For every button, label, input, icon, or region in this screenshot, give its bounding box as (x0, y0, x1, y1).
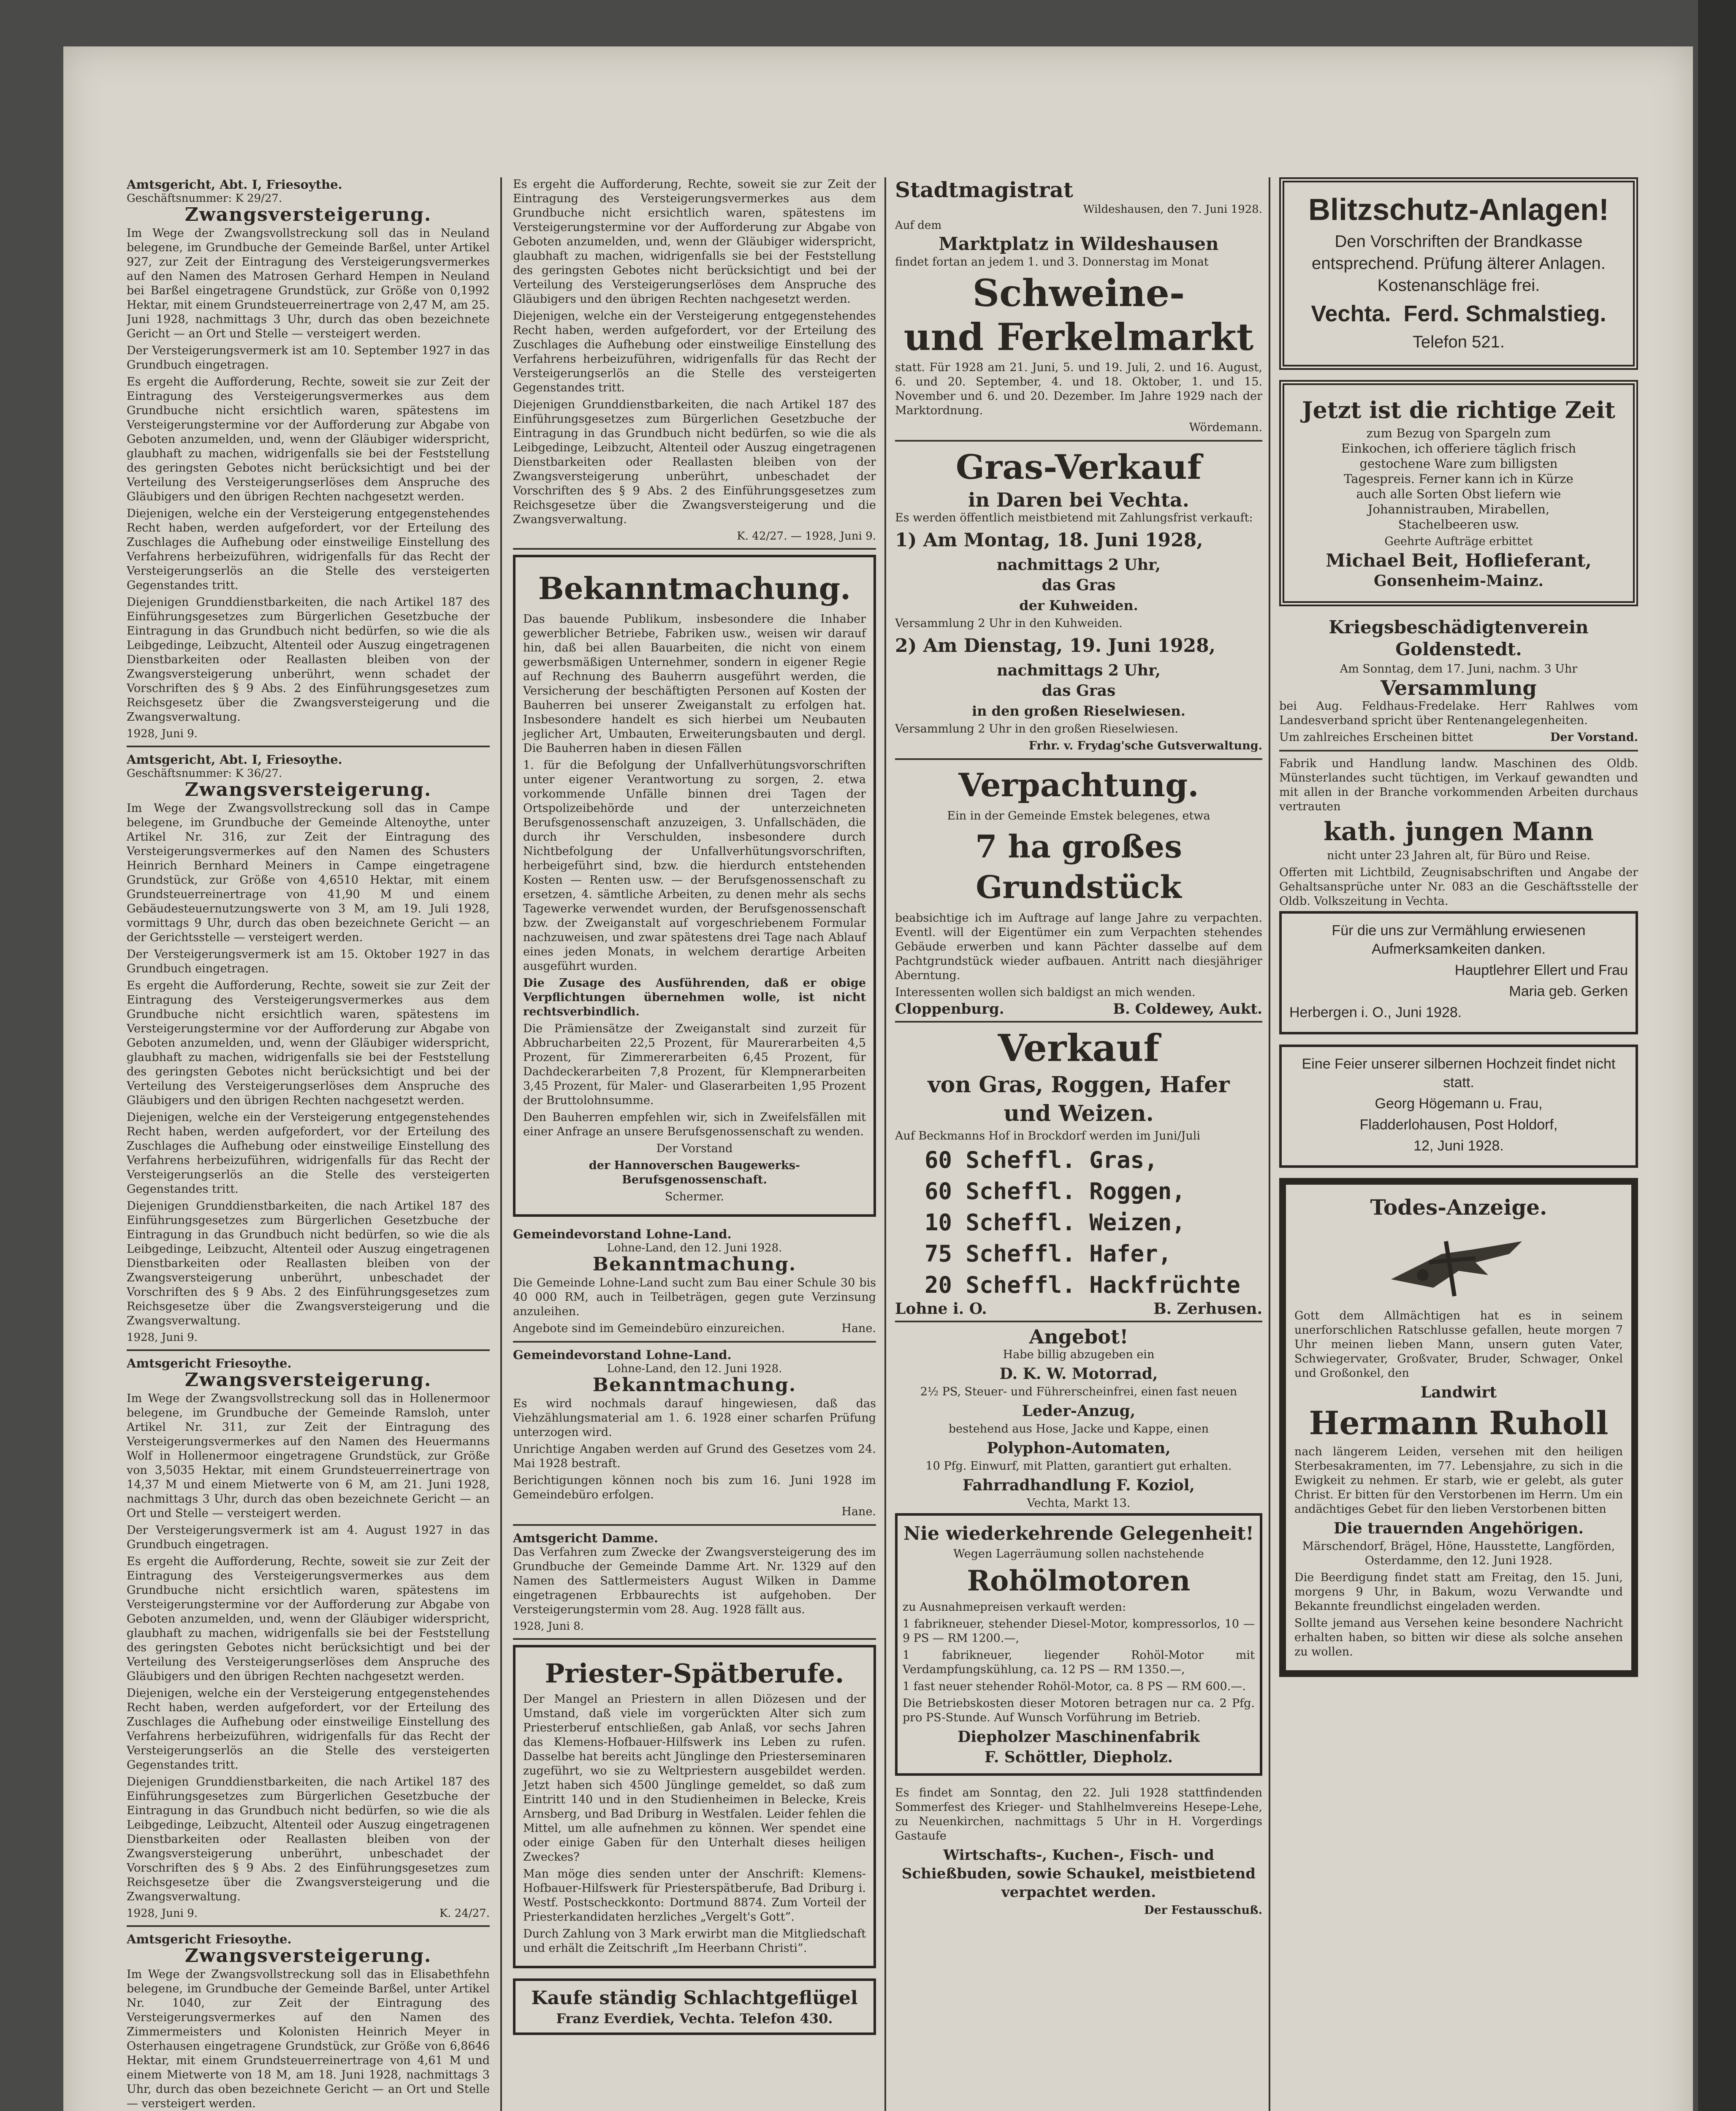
notice-date: Am Sonntag, dem 17. Juni, nachm. 3 Uhr (1340, 662, 1578, 676)
notice-text: Diejenigen, welche ein der Versteigerung entgegenstehendes Recht haben, werden aufgefordert, vor der Erteilung des Zuschlages die Aufhebung oder einstweilige Einstellung des Verfahrens herbeizuführen, widrigenfalls für das Recht der Versteigerungserlös an die Stelle des versteigerten Gegenstandes tritt. (127, 1687, 490, 1772)
notice-text: Diejenigen, welche ein der Versteigerung entgegenstehendes Recht haben, werden aufgefordert, vor der Erteilung des Zuschlages die Aufhebung oder einstweilige Einstellung des Verfahrens herbeizuführen, widrigenfalls für das Recht der Versteigerungserlös an die Stelle des versteigerten Gegenstandes tritt. (127, 1111, 490, 1196)
signature: Hane. (841, 1505, 876, 1518)
notice-lohne-1 (513, 1227, 876, 1336)
ad-text: Habe billig abzugeben ein (1003, 1348, 1155, 1361)
notice-date: Lohne-Land, den 12. Juni 1928. (607, 1362, 782, 1375)
divider (127, 746, 490, 747)
signature: B. Coldewey, Aukt. (1113, 1001, 1262, 1018)
notice-text: Den Bauherren empfehlen wir, sich in Zweifelsfällen mit einer Anfrage an unsere Berufsgenossenschaft zu wenden. (523, 1111, 866, 1138)
market-place: Marktplatz in Wildeshausen (939, 233, 1219, 254)
divider (513, 1341, 876, 1343)
notice-auction-1 (127, 177, 490, 741)
notice-text: Gott dem Allmächtigen hat es in seinem unerforschlichen Ratschlusse gefallen, heute morgen 7 Uhr meinen lieben Mann, unsern guten Vater, Schwiegervater, Großvater, Bruder, Schwager, Onkel und Großonkel, den (1294, 1309, 1623, 1380)
ad-sommerfest (895, 1786, 1262, 1918)
signature: F. Schöttler, Diepholz. (984, 1748, 1173, 1766)
divider (1279, 750, 1638, 752)
ad-text: Fabrik und Handlung landw. Maschinen des Oldb. Münsterlandes sucht tüchtigen, im Verkauf gewandten und mit allen in der Branche vorkommenden Arbeiten durchaus vertrauten (1279, 757, 1638, 813)
column-rule (500, 177, 502, 2111)
signature: Maria geb. Gerken (1509, 983, 1628, 999)
ad-text: bestehend aus Hose, Jacke und Kappe, einen (948, 1422, 1209, 1435)
notice-text: Es ergeht die Aufforderung, Rechte, soweit sie zur Zeit der Eintragung des Versteigerungsvermerkes aus dem Grundbuche nicht ersichtlich waren, spätestens im Versteigerungstermine vor der Aufforderung zur Abgabe von Geboten anzumelden, und, wenn der Gläubiger widerspricht, glaubhaft zu machen, widrigenfalls sie bei der Feststellung des geringsten Gebotes nicht berücksichtigt und bei der Verteilung des Versteigerungserlöses dem Anspruche des Gläubigers und den übrigen Rechten nachgesetzt werden. (513, 178, 876, 306)
notice-text: Durch Zahlung von 3 Mark erwirbt man die Mitgliedschaft und erhält die Zeitschrift „Im Heerbann Christi”. (523, 1927, 866, 1955)
scan-edge (1698, 0, 1736, 2111)
ad-item: 20 Scheffl. Hackfrüchte (925, 1272, 1240, 1298)
column-4 (1279, 177, 1638, 1677)
notice-text: Berichtigungen können noch bis zum 16. Juni 1928 im Gemeindebüro erfolgen. (513, 1474, 876, 1501)
ad-location: der Kuhweiden. (1019, 597, 1138, 613)
signature: Michael Beit, Hoflieferant, (1326, 550, 1592, 571)
ad-text: Die Betriebskosten dieser Motoren betragen nur ca. 2 Pfg. pro PS-Stunde. Auf Wunsch Vorführung im Betrieb. (903, 1697, 1255, 1724)
ad-blitzschutz (1279, 177, 1638, 370)
ad-title: Nie wiederkehrende Gelegenheit! (903, 1523, 1254, 1544)
ad-headline: Rohölmotoren (967, 1564, 1191, 1597)
signature: Frhr. v. Frydag'sche Gutsverwaltung. (1028, 739, 1262, 752)
ad-text: Versammlung 2 Uhr in den großen Rieselwiesen. (895, 722, 1178, 735)
ad-item: 1 fabrikneuer, stehender Diesel-Motor, kompressorlos, 10 — 9 PS — RM 1200.—, (903, 1617, 1255, 1645)
notice-danksagung (1279, 911, 1638, 1034)
notice-text: Diejenigen Grunddienstbarkeiten, die nach Artikel 187 des Einführungsgesetzes zum Bürgerlichen Gesetzbuche der Eintragung in das Grundbuch nicht bedürfen, so wie die als Leibgedinge, Leibzucht, Altenteil oder Auszug eingetragenen Dienstbarkeiten oder Reallasten bleiben von der Zwangsversteigerung unberührt, unbeschadet der Vorschriften des § 9 Abs. 2 des Einführungsgesetzes zum Reichsgesetze über die Zwangsversteigerung und die Zwangsverwaltung. (127, 1199, 490, 1327)
signature: Die trauernden Angehörigen. (1333, 1519, 1584, 1537)
ad-verpachtung (895, 765, 1262, 1016)
ad-text: Ein in der Gemeinde Emstek belegenes, etwa (947, 809, 1210, 822)
notice-damme (513, 1531, 876, 1633)
signature: Schermer. (665, 1190, 724, 1203)
notice-text (513, 1321, 876, 1336)
ad-phone: Telefon 521. (1413, 333, 1505, 351)
ad-headline: kath. jungen Mann (1324, 817, 1594, 847)
case-number: K. 42/27. — 1928, Juni 9. (737, 530, 876, 543)
ad-headline: 7 ha großes Grundstück (975, 829, 1182, 906)
notice-date: Wildeshausen, den 7. Juni 1928. (1083, 203, 1262, 216)
notice-title: Bekanntmachung. (538, 570, 851, 606)
column-rule (884, 177, 886, 2111)
notice-text: Diejenigen Grunddienstbarkeiten, die nach Artikel 187 des Einführungsgesetzes zum Bürgerlichen Gesetzbuche der Eintragung in das Grundbuch nicht bedürfen, so wie die als Leibgedinge, Leibzucht, Altenteil oder Auszug eingetragenen Dienstbarkeiten oder Reallasten bleiben von der Zwangsversteigerung unberührt, unbeschadet der Vorschriften des § 9 Abs. 2 des Einführungsgesetzes zum Reichsgesetze über die Zwangsversteigerung und die Zwangsverwaltung. (513, 398, 876, 526)
notice-date: Lohne-Land, den 12. Juni 1928. (607, 1242, 782, 1254)
ad-item: das Gras (1042, 576, 1116, 594)
ad-place: Vechta. (1311, 301, 1391, 326)
notice-title: Bekanntmachung. (592, 1374, 797, 1396)
notice-date: 1928, Juni 8. (513, 1620, 584, 1633)
signature-places: Märschendorf, Brägel, Höne, Hausstette, Langförden, Osterdamme, den 12. Juni 1928. (1302, 1540, 1615, 1567)
notice-date (127, 1907, 490, 1920)
notice-priester (513, 1645, 876, 1968)
notice-silberhochzeit (1279, 1045, 1638, 1168)
notice-text: Diejenigen Grunddienstbarkeiten, die nach Artikel 187 des Einführungsgesetzes zum Bürgerlichen Gesetzbuche der Eintragung in das Grundbuch nicht bedürfen, so wie die als Leibgedinge, Leibzucht, Altenteil oder Auszug eingetragenen Dienstbarkeiten oder Reallasten bleiben von der Zwangsversteigerung unberührt, unbeschadet der Vorschriften des § 9 Abs. 2 des Einführungsgesetzes zum Reichsgesetze über die Zwangsversteigerung und die Zwangsverwaltung. (127, 1775, 490, 1903)
market-title: und Ferkelmarkt (903, 315, 1254, 359)
ad-sign-line (1294, 299, 1624, 328)
ad-text: Interessenten wollen sich baldigst an mich wenden. (895, 986, 1196, 999)
notice-text: Es wird nochmals darauf hingewiesen, daß das Viehzählungsmaterial am 1. 6. 1928 einer scharfen Prüfung unterzogen wird. (513, 1397, 876, 1439)
notice-auction-3 (127, 1356, 490, 1920)
notice-text: Diejenigen, welche ein der Versteigerung entgegenstehendes Recht haben, werden aufgefordert, vor der Erteilung des Zuschlages die Aufhebung oder einstweilige Einstellung des Verfahrens herbeizuführen, widrigenfalls für das Recht der Versteigerungserlös an die Stelle des versteigerten Gegenstandes tritt. (127, 507, 490, 592)
court-name: Amtsgericht Friesoythe. (127, 1356, 292, 1370)
signature: Wördemann. (1189, 421, 1262, 434)
signature: Fahrradhandlung F. Koziol, (963, 1476, 1195, 1494)
notice-text: Diejenigen, welche ein der Versteigerung entgegenstehendes Recht haben, werden aufgefordert, vor der Erteilung des Zuschlages die Aufhebung oder einstweilige Einstellung des Verfahrens herbeizuführen, widrigenfalls für das Recht der Versteigerungserlös an die Stelle des versteigerten Gegenstandes tritt. (513, 309, 876, 394)
ad-item: 10 Scheffl. Weizen, (925, 1209, 1185, 1236)
notice-text: Im Wege der Zwangsvollstreckung soll das in Neuland belegene, im Grundbuche der Gemeinde Barßel, unter Artikel 927, zur Zeit der Eintragung des Versteigerungsvermerkes auf den Namen des Matrosen Gerhard Hempen in Neuland bei Barßel eingetragene Grundstück, zur Größe von 0,1992 Hektar, mit einem Grundsteuerreinertrage von 2,47 M, am 25. Juni 1928, nachmittags 3 Uhr, durch das oben bezeichnete Gericht — an Ort und Stelle — versteigert werden. (127, 227, 490, 340)
ad-schlachtgefluegel (513, 1978, 876, 2035)
court-name: Amtsgericht Friesoythe. (127, 1932, 292, 1946)
notice-text: Der Versteigerungsvermerk ist am 4. August 1927 in das Grundbuch eingetragen. (127, 1524, 490, 1551)
notice-text: Der Mangel an Priestern in allen Diözesen und der Umstand, daß viele im vorgerückten Alter sich zum Priesterberuf entschließen, gab Anlaß, vor sechs Jahren das Klemens-Hofbauer-Hilfswerk ins Leben zu rufen. Dasselbe hat bereits acht Jünglinge den Priesterseminaren zugeführt, wo sie zu Weltpriestern ausgebildet werden. Jetzt haben sich 4500 Jünglinge gemeldet, so daß zum Eintritt 140 und in den Studienheimen in Belecke, Kreis Arnsberg, und Bad Driburg in Westfalen. Leider fehlen die Mittel, um alle aufnehmen zu können. Wer spendet eine oder einige Gaben für den Unterhalt dieses heiligen Zweckes? (523, 1693, 866, 1864)
notice-auction-continued (513, 177, 876, 543)
ad-sign-line (895, 1302, 1262, 1316)
notice-text: Es ergeht die Aufforderung, Rechte, soweit sie zur Zeit der Eintragung des Versteigerungsvermerkes aus dem Grundbuche nicht ersichtlich waren, spätestens im Versteigerungstermine vor der Aufforderung zur Abgabe von Geboten anzumelden, und, wenn der Gläubiger widerspricht, glaubhaft zu machen, widrigenfalls sie bei der Feststellung des geringsten Gebotes nicht berücksichtigt und bei der Verteilung des Versteigerungserlöses dem Anspruche des Gläubigers und den übrigen Rechten nachgesetzt werden. (127, 1555, 490, 1683)
divider (127, 1925, 490, 1927)
ad-sign-line (895, 1002, 1262, 1016)
notice-text-line: Angebote sind im Gemeindebüro einzureichen. (513, 1322, 785, 1335)
deceased-role: Landwirt (1420, 1384, 1497, 1401)
notice-date: 1928, Juni 9. (127, 1331, 198, 1344)
notice-text: Die Zusage des Ausführenden, daß er obige Verpflichtungen übernehmen wolle, ist nicht rechtsverbindlich. (523, 977, 866, 1018)
ad-place: Gonsenheim-Mainz. (1373, 572, 1544, 590)
ad-item: D. K. W. Motorrad, (999, 1365, 1158, 1383)
notice-text: 1. für die Befolgung der Unfallverhütungsvorschriften unter eigener Verantwortung zu sorgen, 2. etwa vorkommende Unfälle binnen drei Tagen der Ortspolizeibehörde und der unterzeichneten Berufsgenossenschaft anzuzeigen, 3. Unfallschäden, die durch ihr Verschulden, insbesondere durch Nichtbefolgung der Unfallverhütungsvorschriften, herbeigeführt sind, bzw. die hierdurch entstehenden Kosten — Renten usw. — der Berufsgenossenschaft zu ersetzen, 4. sämtliche Arbeiten, zu denen mehr als sechs Tagewerke verwendet wurden, der Berufsgenossenschaft bzw. der Zweiganstalt auf vorgeschriebenem Formular nachzuweisen, und zwar spätestens drei Tage nach Ablauf eines jeden Monats, in welchem derartige Arbeiten ausgeführt wurden. (523, 759, 866, 973)
ad-stellenangebot (1279, 757, 1638, 909)
deceased-name: Hermann Ruholl (1309, 1404, 1609, 1442)
ad-item: 60 Scheffl. Roggen, (925, 1178, 1185, 1205)
authority-name: Gemeindevorstand Lohne-Land. (513, 1348, 732, 1362)
notice-text: Diejenigen Grunddienstbarkeiten, die nach Artikel 187 des Einführungsgesetzes zum Bürgerlichen Gesetzbuche der Eintragung in das Grundbuch nicht bedürfen, so wie die als Leibgedinge, Leibzucht, Altenteil oder Auszug eingetragenen Dienstbarkeiten oder Reallasten bleiben von der Zwangsversteigerung unberührt, wenn schadet der Vorschriften des § 9 Abs. 2 des Einführungsgesetzes zum Reichsgesetz über die Zwangsversteigerung und die Zwangsverwaltung. (127, 596, 490, 724)
notice-text: Der Versteigerungsvermerk ist am 10. September 1927 in das Grundbuch eingetragen. (127, 344, 490, 372)
divider (513, 1638, 876, 1640)
notice-text: Es ergeht die Aufforderung, Rechte, soweit sie zur Zeit der Eintragung des Versteigerungsvermerkes aus dem Grundbuche nicht ersichtlich waren, spätestens im Versteigerungstermine vor der Aufforderung zur Abgabe von Geboten anzumelden, und, wenn der Gläubiger widerspricht, glaubhaft zu machen, widrigenfalls sie bei der Feststellung des geringsten Gebotes nicht berücksichtigt und bei der Verteilung des Versteigerungserlöses dem Anspruche des Gläubigers und den übrigen Rechten nachgesetzt werden. (127, 979, 490, 1107)
ad-angebot (895, 1327, 1262, 1511)
ad-headline: Wirtschafts-, Kuchen-, Fisch- und Schießbuden, sowie Schaukel, meistbietend verpachtet werden. (901, 1847, 1256, 1901)
column-rule (1269, 177, 1270, 2111)
case-number: K. 24/27. (439, 1907, 490, 1920)
ad-place: Fladderlohausen, Post Holdorf, (1359, 1117, 1558, 1133)
notice-text: Man möge dies senden unter der Anschrift: Klemens-Hofbauer-Hilfswerk für Priesterspätberufe, Bad Driburg i. Westf. Postscheckkonto: Dortmund 8874. Zum Vorteil der Priesterkandidaten herzliches „Vergelt's Gott”. (523, 1867, 866, 1924)
ad-text: Es werden öffentlich meistbietend mit Zahlungsfrist verkauft: (895, 511, 1253, 524)
notice-auction-4 (127, 1932, 490, 2111)
court-name: Amtsgericht, Abt. I, Friesoythe. (127, 752, 342, 767)
notice-title: Zwangsversteigerung. (184, 204, 432, 225)
divider (513, 1524, 876, 1526)
column-2 (513, 177, 876, 2045)
ad-item: 75 Scheffl. Hafer, (925, 1240, 1172, 1267)
divider (127, 1349, 490, 1351)
notice-text: Eine Feier unserer silbernen Hochzeit findet nicht statt. (1302, 1056, 1616, 1091)
notice-text: Das Verfahren zum Zwecke der Zwangsversteigerung des im Grundbuche der Gemeinde Damme Art. Nr. 1329 auf den Namen des Sattlermeisters August Wilken in Damme eingetragenen Erbbaurechts ist aufgehoben. Der Versteigerungstermin vom 28. Aug. 1928 fällt aus. (513, 1546, 876, 1616)
ad-place: Cloppenburg. (895, 1001, 1004, 1018)
divider (895, 1321, 1262, 1322)
notice-text: Auf dem (895, 219, 942, 232)
ad-text: zum Bezug von Spargeln zum Einkochen, ich offeriere täglich frisch gestochene Ware zum billigsten Tagespreis. Ferner kann ich in Kürze auch alle Sorten Obst liefern wie Johannistrauben, Mirabellen, Stachelbeeren usw. (1341, 426, 1576, 532)
notice-text: Unrichtige Angaben werden auf Grund des Gesetzes vom 24. Mai 1928 bestraft. (513, 1443, 876, 1470)
ad-item: 1 fabrikneuer, liegender Rohöl-Motor mit Verdampfungskühlung, ca. 12 PS — RM 1350.—, (903, 1649, 1255, 1676)
signature: der Hannoverschen Baugewerks-Berufsgenossenschaft. (589, 1159, 800, 1186)
notice-text: Im Wege der Zwangsvollstreckung soll das in Elisabethfehn belegene, im Grundbuche der Gemeinde Barßel, unter Artikel Nr. 1040, zur Zeit der Eintragung des Versteigerungsvermerkes auf den Namen des Zimmermeisters und Kolonisten Heinrich Meyer in Osterhausen eingetragene Grundstück, zur Größe von 6,8646 Hektar, mit einem Grundsteuerreinertrage von 4,61 M und einem Mietwerte von 18 M, am 18. Juni 1928, nachmittags 3 Uhr, durch das oben bezeichnete Gericht — an Ort und Stelle — versteigert werden. (127, 1968, 490, 2110)
notice-text: Die Prämiensätze der Zweiganstalt sind zurzeit für Abbrucharbeiten 22,5 Prozent, für Maurerarbeiten 4,5 Prozent, für Zimmererarbeiten 6,45 Prozent, für Dachdeckerarbeiten 7,8 Prozent, für Klempnerarbeiten 3,45 Prozent, für Maler- und Glaserarbeiten 1,95 Prozent der Bruttolohnsumme. (523, 1022, 866, 1107)
notice-text-line: Um zahlreiches Erscheinen bittet (1279, 731, 1473, 744)
ad-place: in Daren bei Vechta. (968, 488, 1189, 511)
ad-text: Es findet am Sonntag, den 22. Juli 1928 stattfindenden Sommerfest des Krieger- und Stahlhelmvereins Hesepe-Lehe, zu Neuenkirchen, nachmittags 5 Uhr in H. Vorgerdings Gastaufe (895, 1786, 1262, 1842)
case-number: Geschäftsnummer: K 36/27. (127, 767, 282, 780)
ad-headline: Kaufe ständig Schlachtgeflügel (531, 1987, 858, 2009)
signature: Georg Högemann u. Frau, (1375, 1096, 1543, 1112)
ad-verkauf (895, 1028, 1262, 1316)
ad-place: Lohne i. O. (895, 1300, 987, 1318)
signature: Der Festausschuß. (1144, 1904, 1262, 1917)
divider (513, 548, 876, 550)
notice-text: Im Wege der Zwangsvollstreckung soll das in Hollenermoor belegene, im Grundbuche der Gemeinde Ramsloh, unter Artikel Nr. 311, zur Zeit der Eintragung des Versteigerungsvermerkes auf den Namen des Heuermanns Wolf in Hollenermoor eingetragene Grundstück, zur Größe von 3,5035 Hektar, mit einem Grundsteuerreinertrage von 14,37 M und einem Mietwerte von 6 M, am 21. Juni 1928, nachmittags 3 Uhr, durch das oben bezeichnete Gericht — an Ort und Stelle — versteigert werden. (127, 1392, 490, 1520)
notice-text: Die Beerdigung findet statt am Freitag, den 15. Juni, morgens 9 Uhr, in Bakum, wozu Verwandte und Bekannte freundlichst eingeladen werden. (1294, 1571, 1623, 1613)
ad-text: 10 Pfg. Einwurf, mit Platten, garantiert gut erhalten. (925, 1460, 1232, 1473)
column-1 (127, 177, 490, 2111)
notice-text: Der Versteigerungsvermerk ist am 15. Oktober 1927 in das Grundbuch eingetragen. (127, 948, 490, 975)
ad-item: Polyphon-Automaten, (987, 1439, 1171, 1457)
case-number: Geschäftsnummer: K 29/27. (127, 192, 282, 205)
divider (895, 440, 1262, 442)
ad-title: Jetzt ist die richtige Zeit (1302, 396, 1616, 423)
notice-title: Priester-Spätberufe. (545, 1658, 844, 1689)
ad-gras-verkauf (895, 447, 1262, 753)
notice-wildeshausen (895, 177, 1262, 435)
ad-contact: Franz Everdiek, Vechta. Telefon 430. (556, 2011, 833, 2027)
signature: Der Vorstand (656, 1142, 733, 1155)
notice-text: Für die uns zur Vermählung erwiesenen Aufmerksamkeiten danken. (1332, 923, 1586, 957)
signature: B. Zerhusen. (1153, 1300, 1262, 1318)
notice-title: Zwangsversteigerung. (184, 1369, 432, 1391)
eagle-cross-icon (1383, 1224, 1535, 1305)
ad-text: zu Ausnahmepreisen verkauft werden: (903, 1601, 1126, 1614)
notice-text: Es ergeht die Aufforderung, Rechte, soweit sie zur Zeit der Eintragung des Versteigerungsvermerkes aus dem Grundbuche nicht ersichtlich waren, spätestens im Versteigerungstermine vor der Aufforderung zur Abgabe von Geboten anzumelden, und, wenn der Gläubiger widerspricht, glaubhaft zu machen, widrigenfalls sie bei der Feststellung des geringsten Gebotes nicht berücksichtigt und bei der Verteilung des Versteigerungserlöses dem Anspruche des Gläubigers und den übrigen Rechten nachgesetzt werden. (127, 375, 490, 503)
notice-text: statt. Für 1928 am 21. Juni, 5. und 19. Juli, 2. und 16. August, 6. und 20. September, 4. und 18. Oktober, 1. und 15. November und 6. und 20. Dezember. Im Jahre 1929 nach der Marktordnung. (895, 361, 1262, 417)
signature: Diepholzer Maschinenfabrik (958, 1728, 1200, 1746)
notice-kriegsbeschaedigte (1279, 616, 1638, 745)
ad-text: Versammlung 2 Uhr in den Kuhweiden. (895, 617, 1123, 630)
ad-title: Angebot! (1029, 1325, 1128, 1348)
notice-text: nach längerem Leiden, versehen mit den heiligen Sterbesakramenten, im 77. Lebensjahre, zu sich in die Ewigkeit zu nehmen. Er starb, wie er gelebt, als guter Christ. Er bitten für den Verstorbenen im Herrn. Um ein andächtiges Gebet für den lieben Verstorbenen bitten (1294, 1445, 1623, 1516)
notice-text: Sollte jemand aus Versehen keine besondere Nachricht erhalten haben, so bitten wir diese als solche ansehen zu wollen. (1294, 1617, 1623, 1658)
notice-date: 12, Juni 1928. (1413, 1138, 1504, 1154)
notice-berufsgenossenschaft (513, 555, 876, 1217)
ad-text: Wegen Lagerräumung sollen nachstehende (953, 1547, 1204, 1560)
ad-time: nachmittags 2 Uhr, (997, 556, 1161, 574)
signature: Ferd. Schmalstieg. (1403, 301, 1606, 326)
ad-item: 60 Scheffl. Gras, (925, 1147, 1158, 1173)
court-name: Amtsgericht Damme. (513, 1531, 659, 1545)
ad-text: Den Vorschriften der Brandkasse entsprechend. Prüfung älterer Anlagen. Kostenanschläge frei. (1311, 232, 1606, 295)
notice-title: Bekanntmachung. (592, 1254, 797, 1275)
signature: Der Vorstand. (1550, 731, 1638, 744)
notice-todesanzeige (1279, 1178, 1638, 1677)
ad-time: nachmittags 2 Uhr, (997, 662, 1161, 679)
ad-text: 2½ PS, Steuer- und Führerscheinfrei, einen fast neuen (920, 1385, 1237, 1398)
ad-title: Verpachtung. (958, 766, 1199, 804)
ad-title: Gras-Verkauf (955, 447, 1202, 487)
signature: Hauptlehrer Ellert und Frau (1454, 962, 1628, 978)
club-name: Kriegsbeschädigtenverein Goldenstedt. (1329, 617, 1589, 659)
signature: Hane. (841, 1322, 876, 1335)
ad-address: Vechta, Markt 13. (1027, 1497, 1131, 1510)
notice-auction-2 (127, 752, 490, 1344)
ad-text: Geehrte Aufträge erbittet (1384, 535, 1533, 548)
ad-text: nicht unter 23 Jahren alt, für Büro und Reise. (1327, 849, 1590, 862)
notice-date: Herbergen i. O., Juni 1928. (1289, 1004, 1462, 1020)
notice-lohne-2 (513, 1348, 876, 1519)
ad-subtitle: und Weizen. (1004, 1101, 1154, 1126)
notice-title: Versammlung (1381, 676, 1537, 700)
ad-date: 2) Am Dienstag, 19. Juni 1928, (895, 635, 1216, 657)
notice-text: Das bauende Publikum, insbesondere die Inhaber gewerblicher Betriebe, Fabriken usw., weisen wir darauf hin, daß bei allen Bauarbeiten, die nicht von einem gewerbsmäßigen Unternehmer, sondern in eigener Regie auf Rechnung des Bauherrn ausgeführt werden, die Versicherung der beschäftigten Personen auf Kosten der Bauherren bei unserer Zweiganstalt zu erfolgen hat. Insbesondere handelt es sich hierbei um Neubauten jeglicher Art, Umbauten, Erweiterungsbauten und dergl. Die Bauherren haben in diesen Fällen (523, 613, 866, 755)
notice-title: Todes-Anzeige. (1370, 1195, 1547, 1220)
authority-name: Stadtmagistrat (895, 177, 1073, 202)
divider (895, 758, 1262, 760)
ad-title: Blitzschutz-Anlagen! (1308, 193, 1609, 227)
ad-location: in den großen Rieselwiesen. (972, 703, 1185, 719)
notice-date: 1928, Juni 9. (127, 727, 198, 740)
divider (895, 1021, 1262, 1023)
ad-item-list (895, 1146, 1262, 1300)
notice-text (1279, 730, 1638, 745)
notice-text: bei Aug. Feldhaus-Fredelake. Herr Rahlwes vom Landesverband spricht über Rentenangelegenheiten. (1279, 700, 1638, 727)
ad-text: beabsichtige ich im Auftrage auf lange Jahre zu verpachten. Eventl. will der Eigentümer ein zum Verpachten stehendes Gebäude erwerben und kann Pächter dasselbe auf dem Pachtgrundstück wieder aufbauen. Antritt nach diesjähriger Aberntung. (895, 912, 1262, 982)
notice-text: findet fortan an jedem 1. und 3. Donnerstag im Monat (895, 255, 1209, 269)
ad-text: Auf Beckmanns Hof in Brockdorf werden im Juni/Juli (895, 1129, 1201, 1142)
ad-title: Verkauf (998, 1026, 1160, 1070)
notice-text: Im Wege der Zwangsvollstreckung soll das in Campe belegene, im Grundbuche der Gemeinde Altenoythe, unter Artikel Nr. 316, zur Zeit der Eintragung des Versteigerungsvermerkes auf den Namen des Schusters Heinrich Bernhard Meiners in Campe eingetragene Grundstück, zur Größe von 4,6510 Hektar, mit einem Grundsteuerreinertrage von 41,90 M und einem Gebäudesteuernutzungswerte von 3 M, am 19. Juli 1928, vormittags 9 Uhr, durch das oben bezeichnete Gericht — an der Gerichtsstelle — versteigert werden. (127, 802, 490, 944)
ad-rohoelmotoren (895, 1513, 1262, 1776)
column-3 (895, 177, 1262, 1922)
notice-title: Zwangsversteigerung. (184, 779, 432, 800)
ad-text: Offerten mit Lichtbild, Zeugnisabschriften und Angabe der Gehaltsansprüche unter Nr. 083 an die Geschäftsstelle der Oldb. Volkszeitung in Vechta. (1279, 866, 1638, 908)
authority-name: Gemeindevorstand Lohne-Land. (513, 1227, 732, 1241)
ad-subtitle: von Gras, Roggen, Hafer (928, 1072, 1230, 1098)
ad-item: das Gras (1042, 682, 1116, 700)
notice-date-value: 1928, Juni 9. (127, 1907, 198, 1920)
ad-item: 1 fast neuer stehender Rohöl-Motor, ca. 8 PS — RM 600.—. (903, 1680, 1246, 1693)
court-name: Amtsgericht, Abt. I, Friesoythe. (127, 177, 342, 192)
ad-item: Leder-Anzug, (1022, 1402, 1136, 1420)
newspaper-page (63, 46, 1693, 2111)
ad-spargel (1279, 380, 1638, 606)
notice-title: Zwangsversteigerung. (184, 1945, 432, 1967)
ad-date: 1) Am Montag, 18. Juni 1928, (895, 529, 1203, 551)
notice-text: Die Gemeinde Lohne-Land sucht zum Bau einer Schule 30 bis 40 000 RM, auch in Teilbeträgen, gegen gute Verzinsung anzuleihen. (513, 1276, 876, 1318)
market-title: Schweine- (972, 271, 1185, 315)
